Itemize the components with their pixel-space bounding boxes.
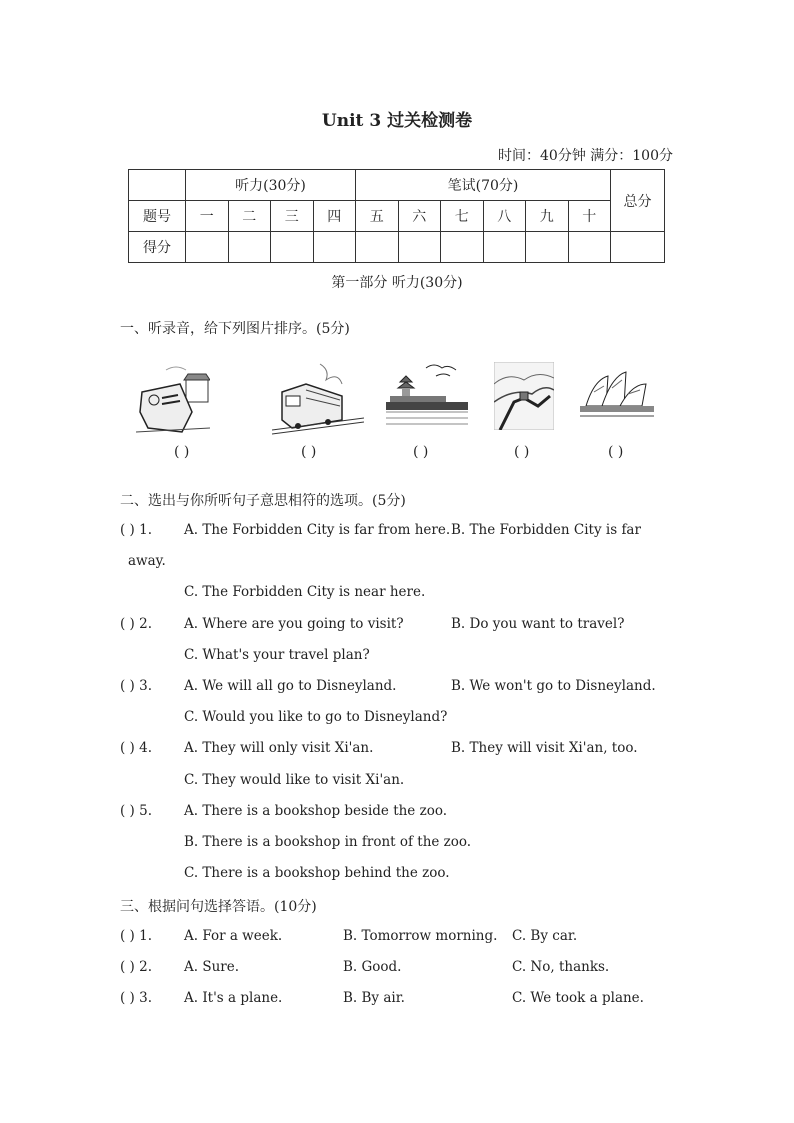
question-number[interactable]: ( ) 1. (120, 522, 152, 538)
section-number: 六 (398, 201, 441, 232)
option-c: C. We took a plane. (512, 990, 644, 1006)
option-c: C. The Forbidden City is near here. (184, 584, 426, 600)
great-wall-icon (494, 362, 554, 430)
section-number: 九 (526, 201, 569, 232)
score-cell[interactable] (526, 232, 569, 263)
section-number: 一 (186, 201, 229, 232)
score-table-corner (129, 170, 186, 201)
option-b: B. By air. (343, 990, 405, 1006)
option-a: A. Where are you going to visit? (184, 616, 404, 632)
score-cell[interactable] (441, 232, 484, 263)
score-cell[interactable] (483, 232, 526, 263)
total-score-cell[interactable] (611, 232, 665, 263)
option-b: B. The Forbidden City is far (451, 522, 641, 538)
option-a: A. For a week. (184, 928, 283, 944)
option-a: A. The Forbidden City is far from here. (184, 522, 451, 538)
ming-tombs-stone-icon (136, 362, 210, 437)
train-icon (272, 362, 364, 437)
option-a: A. Sure. (184, 959, 240, 975)
score-cell[interactable] (398, 232, 441, 263)
option-a: A. It's a plane. (184, 990, 283, 1006)
section-number: 七 (441, 201, 484, 232)
score-cell[interactable] (568, 232, 611, 263)
west-lake-pagoda-icon (386, 362, 468, 432)
page-title: Unit 3 过关检测卷 (321, 111, 473, 131)
option-a: A. They will only visit Xi'an. (184, 740, 374, 756)
option-b-continued: away. (128, 553, 166, 569)
section-number: 八 (483, 201, 526, 232)
score-cell[interactable] (228, 232, 271, 263)
total-header: 总分 (611, 170, 665, 232)
row-label-number: 题号 (129, 201, 186, 232)
score-cell[interactable] (313, 232, 356, 263)
option-a: A. We will all go to Disneyland. (184, 678, 397, 694)
section-number: 五 (356, 201, 399, 232)
picture-order-blank[interactable]: ( ) (301, 444, 317, 460)
option-b: B. We won't go to Disneyland. (451, 678, 656, 694)
score-cell[interactable] (271, 232, 314, 263)
section-number: 十 (568, 201, 611, 232)
picture-order-blank[interactable]: ( ) (608, 444, 624, 460)
sydney-opera-house-icon (580, 362, 654, 422)
section-number: 四 (313, 201, 356, 232)
option-b: B. Good. (343, 959, 402, 975)
question-number[interactable]: ( ) 1. (120, 928, 152, 944)
writing-header: 笔试(70分) (356, 170, 611, 201)
score-table (128, 169, 665, 263)
question-number[interactable]: ( ) 4. (120, 740, 152, 756)
option-c: C. Would you like to go to Disneyland? (184, 709, 448, 725)
option-c: C. No, thanks. (512, 959, 610, 975)
section-one-heading: 一、听录音，给下列图片排序。(5分) (120, 321, 350, 337)
row-label-score: 得分 (129, 232, 186, 263)
score-cell[interactable] (356, 232, 399, 263)
question-number[interactable]: ( ) 5. (120, 803, 152, 819)
exam-time-score: 时间：40分钟 满分：100分 (498, 148, 673, 164)
option-a: A. There is a bookshop beside the zoo. (184, 803, 448, 819)
question-number[interactable]: ( ) 3. (120, 990, 152, 1006)
section-three-heading: 三、根据问句选择答语。(10分) (120, 899, 317, 915)
option-c: C. What's your travel plan? (184, 647, 370, 663)
picture-order-blank[interactable]: ( ) (174, 444, 190, 460)
option-b: B. There is a bookshop in front of the zoo. (184, 834, 472, 850)
option-c: C. They would like to visit Xi'an. (184, 772, 405, 788)
option-b: B. Do you want to travel? (451, 616, 625, 632)
option-b: B. They will visit Xi'an, too. (451, 740, 638, 756)
option-b: B. Tomorrow morning. (343, 928, 498, 944)
question-number[interactable]: ( ) 2. (120, 616, 152, 632)
question-number[interactable]: ( ) 2. (120, 959, 152, 975)
section-number: 二 (228, 201, 271, 232)
section-number: 三 (271, 201, 314, 232)
listening-header: 听力(30分) (186, 170, 356, 201)
score-cell[interactable] (186, 232, 229, 263)
picture-order-blank[interactable]: ( ) (413, 444, 429, 460)
option-c: C. There is a bookshop behind the zoo. (184, 865, 450, 881)
section-two-heading: 二、选出与你所听句子意思相符的选项。(5分) (120, 493, 406, 509)
part-one-heading: 第一部分 听力(30分) (331, 275, 463, 291)
question-number[interactable]: ( ) 3. (120, 678, 152, 694)
option-c: C. By car. (512, 928, 578, 944)
picture-order-blank[interactable]: ( ) (514, 444, 530, 460)
